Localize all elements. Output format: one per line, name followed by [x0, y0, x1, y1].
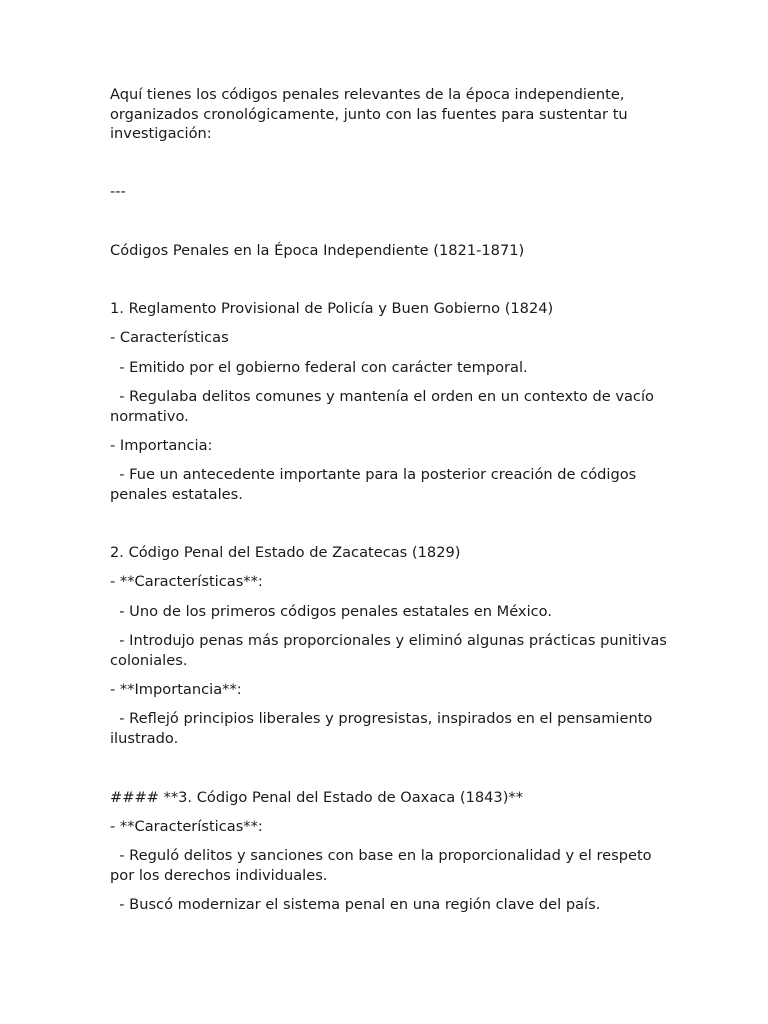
item-3-heading: #### **3. Código Penal del Estado de Oaxaca (1843)** — [110, 789, 523, 806]
item-3-bullet-2: - Buscó modernizar el sistema penal en una región clave del país. — [110, 896, 601, 913]
intro-paragraph: Aquí tienes los códigos penales relevantes de la época independiente, organizados cronológicamente, junto con las fuentes para sustentar tu investigación: — [110, 86, 633, 142]
item-1-heading: 1. Reglamento Provisional de Policía y Buen Gobierno (1824) — [110, 300, 554, 317]
item-2-bullet-2: - Introdujo penas más proporcionales y eliminó algunas prácticas punitivas coloniales. — [110, 632, 672, 669]
item-2-characteristics-label: - **Características**: — [110, 573, 263, 590]
item-2-bullet-3: - Reflejó principios liberales y progresistas, inspirados en el pensamiento ilustrado. — [110, 710, 657, 747]
item-3-characteristics-label: - **Características**: — [110, 818, 263, 835]
section-title: Códigos Penales en la Época Independiente (1821-1871) — [110, 242, 525, 259]
item-1-bullet-3: - Fue un antecedente importante para la posterior creación de códigos penales estatales. — [110, 466, 641, 503]
item-1-importance-label: - Importancia: — [110, 437, 213, 454]
item-2-bullet-1: - Uno de los primeros códigos penales estatales en México. — [110, 603, 552, 620]
item-3-bullet-1: - Reguló delitos y sanciones con base en la proporcionalidad y el respeto por los derechos individuales. — [110, 847, 657, 884]
item-2-importance-label: - **Importancia**: — [110, 681, 242, 698]
item-1-bullet-1: - Emitido por el gobierno federal con carácter temporal. — [110, 359, 528, 376]
item-2-heading: 2. Código Penal del Estado de Zacatecas (1829) — [110, 544, 461, 561]
separator: --- — [110, 183, 126, 200]
item-1-bullet-2: - Regulaba delitos comunes y mantenía el orden en un contexto de vacío normativo. — [110, 388, 659, 425]
item-1-characteristics-label: - Características — [110, 329, 229, 346]
